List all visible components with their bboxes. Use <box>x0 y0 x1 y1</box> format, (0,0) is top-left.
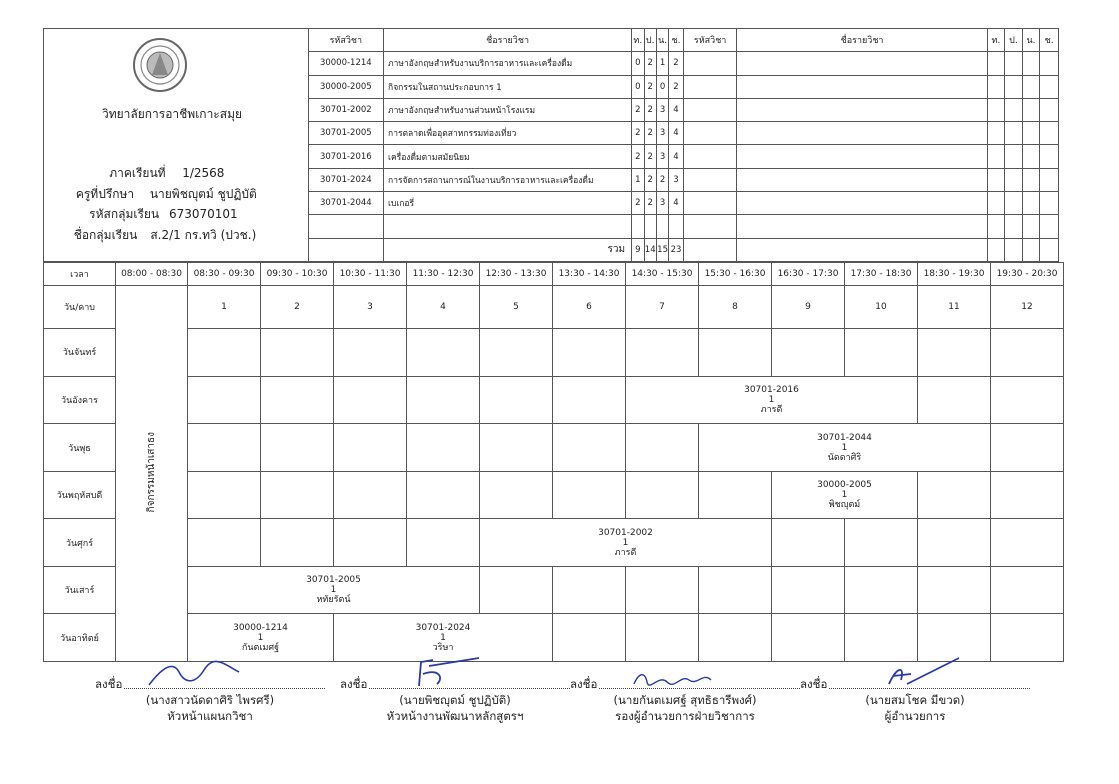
class-group: 1 <box>330 585 337 596</box>
subject-p: 2 <box>644 122 656 145</box>
subject-name: เบเกอรี่ <box>384 192 632 215</box>
handwritten-signature-icon <box>144 660 254 690</box>
subject-p: 2 <box>644 168 656 191</box>
day-row-mon <box>44 329 1064 377</box>
class-block[interactable] <box>334 614 553 662</box>
flag-activity <box>116 285 188 661</box>
subject-t: 0 <box>632 52 644 75</box>
subject-p: 2 <box>644 192 656 215</box>
class-code: 30701-2044 <box>817 432 872 443</box>
subject-code: 30701-2016 <box>308 145 383 168</box>
group-code-label: รหัสกลุ่มเรียน <box>89 207 160 221</box>
class-code: 30701-2024 <box>415 622 471 633</box>
period-number: 1 <box>188 285 261 328</box>
period-number: 6 <box>553 285 626 328</box>
signer-position: รองผู้อำนวยการฝ่ายวิชาการ <box>615 709 755 723</box>
day-label: วันศุกร์ <box>44 519 116 567</box>
class-teacher: พิชญุตม์ <box>828 500 861 511</box>
subject-n: 1 <box>656 52 668 75</box>
college-seal-icon <box>132 37 188 93</box>
time-slot: 15:30 - 16:30 <box>699 263 772 286</box>
signer-name: (นางสาวนัดดาศิริ ไพรศรี) <box>145 693 275 707</box>
subject-t: 2 <box>632 145 644 168</box>
subject-code: 30701-2024 <box>308 168 383 191</box>
time-slot: 10:30 - 11:30 <box>334 263 407 286</box>
col-t: ท. <box>632 29 644 52</box>
subject-t: 2 <box>632 192 644 215</box>
period-number: 12 <box>991 285 1064 328</box>
subject-c: 4 <box>669 98 683 121</box>
signature-block <box>570 660 800 724</box>
col-n-2: น. <box>1022 29 1040 52</box>
signature-block <box>800 660 1030 724</box>
time-row <box>44 263 1064 286</box>
period-number: 9 <box>772 285 845 328</box>
subject-n: 3 <box>656 145 668 168</box>
time-slot: 12:30 - 13:30 <box>480 263 553 286</box>
subject-c: 3 <box>669 168 683 191</box>
day-row-sun <box>44 614 1064 662</box>
period-number: 7 <box>626 285 699 328</box>
subject-name: ภาษาอังกฤษสำหรับงานส่วนหน้าโรงแรม <box>384 98 632 121</box>
period-number: 5 <box>480 285 553 328</box>
total-n: 15 <box>656 238 668 261</box>
class-code: 30701-2005 <box>306 575 361 586</box>
period-number: 8 <box>699 285 772 328</box>
group-name-label: ชื่อกลุ่มเรียน <box>73 227 138 242</box>
advisor-value: นายพิชญุตม์ ชูปฏิบัติ <box>149 186 257 201</box>
col-c-2: ช. <box>1040 29 1059 52</box>
day-label: วันพุธ <box>44 424 116 472</box>
subject-p: 2 <box>644 145 656 168</box>
col-p: ป. <box>644 29 656 52</box>
signer-name: (นายกันตเมศฐ์ สุทธิธารีพงศ์) <box>613 693 757 707</box>
signature-block <box>340 660 570 724</box>
period-row <box>44 285 1064 328</box>
subject-c: 4 <box>669 145 683 168</box>
day-label: วันพฤหัสบดี <box>44 471 116 519</box>
class-code: 30000-2005 <box>817 480 872 491</box>
class-teacher: ภารดี <box>614 547 637 558</box>
signature-prefix: ลงชื่อ <box>570 677 598 691</box>
class-group: 1 <box>440 632 446 643</box>
col-t-2: ท. <box>987 29 1005 52</box>
class-group: 1 <box>768 394 775 405</box>
class-block[interactable] <box>480 519 772 567</box>
time-slot: 18:30 - 19:30 <box>918 263 991 286</box>
day-row-thu <box>44 471 1064 519</box>
signature-line <box>599 688 800 689</box>
signer-position: หัวหน้างานพัฒนาหลักสูตรฯ <box>386 709 524 723</box>
subject-c: 4 <box>669 122 683 145</box>
advisor-label: ครูที่ปรึกษา <box>75 186 135 201</box>
class-group: 1 <box>841 490 848 501</box>
subject-code: 30000-1214 <box>308 52 383 75</box>
subject-c: 4 <box>669 192 683 215</box>
subject-name: เครื่องดื่มตามสมัยนิยม <box>384 145 632 168</box>
college-info <box>44 29 309 262</box>
day-row-sat <box>44 566 1064 614</box>
subject-code: 30701-2005 <box>308 122 383 145</box>
class-teacher: กันตเมศฐ์ <box>241 642 280 653</box>
col-name-2: ชื่อรายวิชา <box>737 29 987 52</box>
subject-name: กิจกรรมในสถานประกอบการ 1 <box>384 75 632 98</box>
period-number: 10 <box>845 285 918 328</box>
day-row-fri <box>44 519 1064 567</box>
signer-position: หัวหน้าแผนกวิชา <box>167 709 253 723</box>
subject-p: 2 <box>644 98 656 121</box>
course-header-table <box>43 28 1059 262</box>
subject-t: 2 <box>632 98 644 121</box>
period-number: 2 <box>261 285 334 328</box>
total-c: 23 <box>669 238 683 261</box>
college-name: วิทยาลัยการอาชีพเกาะสมุย <box>101 107 243 121</box>
subject-name: การตลาดเพื่ออุตสาหกรรมท่องเที่ยว <box>384 122 632 145</box>
class-teacher: หทัยรัตน์ <box>316 595 351 606</box>
subject-n: 2 <box>656 168 668 191</box>
period-number: 11 <box>918 285 991 328</box>
semester-label: ภาคเรียนที่ <box>109 166 166 180</box>
total-t: 9 <box>632 238 644 261</box>
class-teacher: นัดดาศิริ <box>827 452 862 463</box>
total-label: รวม <box>384 238 632 261</box>
subject-n: 3 <box>656 98 668 121</box>
header-row <box>44 29 1059 52</box>
subject-c: 2 <box>669 75 683 98</box>
subject-n: 3 <box>656 192 668 215</box>
time-slot: 11:30 - 12:30 <box>407 263 480 286</box>
time-slot: 09:30 - 10:30 <box>261 263 334 286</box>
signature-line <box>124 688 325 689</box>
subject-t: 2 <box>632 122 644 145</box>
handwritten-signature-icon <box>389 656 499 690</box>
period-number: 4 <box>407 285 480 328</box>
class-info <box>64 163 257 245</box>
subject-name: การจัดการสถานการณ์ในงานบริการอาหารและเครื่องดื่ม <box>384 168 632 191</box>
flag-activity-label: กิจกรรมหน้าเสาธง <box>146 431 157 513</box>
signer-position: ผู้อำนวยการ <box>884 709 946 723</box>
class-code: 30000-1214 <box>233 622 288 633</box>
day-label: วันอังคาร <box>44 376 116 424</box>
signature-block <box>95 660 325 724</box>
signature-line <box>369 688 570 689</box>
col-c: ช. <box>669 29 683 52</box>
handwritten-signature-icon <box>849 656 969 690</box>
group-name-value: ส.2/1 กร.ทวิ (ปวช.) <box>150 227 257 242</box>
time-slot: 13:30 - 14:30 <box>553 263 626 286</box>
class-block[interactable] <box>772 471 918 519</box>
timetable <box>43 262 1064 662</box>
day-label: วันเสาร์ <box>44 566 116 614</box>
col-p-2: ป. <box>1005 29 1023 52</box>
time-slot: 19:30 - 20:30 <box>991 263 1064 286</box>
col-code: รหัสวิชา <box>308 29 383 52</box>
period-number: 3 <box>334 285 407 328</box>
handwritten-signature-icon <box>619 666 729 690</box>
class-block[interactable] <box>699 424 991 472</box>
time-label: เวลา <box>44 263 116 286</box>
subject-name: ภาษาอังกฤษสำหรับงานบริการอาหารและเครื่องดื่ม <box>384 52 632 75</box>
col-n: น. <box>656 29 668 52</box>
signer-name: (นายสมโชค มีขวด) <box>865 693 965 707</box>
total-p: 14 <box>644 238 656 261</box>
subject-p: 2 <box>644 75 656 98</box>
class-code: 30701-2002 <box>598 527 653 538</box>
class-block[interactable] <box>188 566 480 614</box>
signature-prefix: ลงชื่อ <box>340 677 368 691</box>
time-slot: 08:00 - 08:30 <box>116 263 188 286</box>
class-teacher: ภารดี <box>760 404 783 415</box>
class-block[interactable] <box>626 376 918 424</box>
group-code-value: 673070101 <box>168 207 238 221</box>
signature-prefix: ลงชื่อ <box>95 677 123 691</box>
signature-line <box>829 688 1030 689</box>
day-row-wed <box>44 424 1064 472</box>
class-teacher: วริษา <box>432 642 454 653</box>
subject-code: 30000-2005 <box>308 75 383 98</box>
time-slot: 08:30 - 09:30 <box>188 263 261 286</box>
subject-t: 0 <box>632 75 644 98</box>
signer-name: (นายพิชญุตม์ ชูปฏิบัติ) <box>399 693 511 707</box>
period-label: วัน/คาบ <box>44 285 116 328</box>
day-label: วันอาทิตย์ <box>44 614 116 662</box>
day-label: วันจันทร์ <box>44 329 116 377</box>
class-code: 30701-2016 <box>744 384 799 395</box>
subject-c: 2 <box>669 52 683 75</box>
subject-code: 30701-2044 <box>308 192 383 215</box>
subject-code: 30701-2002 <box>308 98 383 121</box>
subject-n: 3 <box>656 122 668 145</box>
class-group: 1 <box>622 537 629 548</box>
class-group: 1 <box>841 442 848 453</box>
col-name: ชื่อรายวิชา <box>384 29 632 52</box>
col-code-2: รหัสวิชา <box>683 29 737 52</box>
subject-p: 2 <box>644 52 656 75</box>
time-slot: 17:30 - 18:30 <box>845 263 918 286</box>
signature-prefix: ลงชื่อ <box>800 677 828 691</box>
subject-n: 0 <box>656 75 668 98</box>
day-row-tue <box>44 376 1064 424</box>
time-slot: 14:30 - 15:30 <box>626 263 699 286</box>
class-block[interactable] <box>188 614 334 662</box>
subject-t: 1 <box>632 168 644 191</box>
time-slot: 16:30 - 17:30 <box>772 263 845 286</box>
semester-value: 1/2568 <box>182 166 225 180</box>
class-group: 1 <box>257 632 264 643</box>
